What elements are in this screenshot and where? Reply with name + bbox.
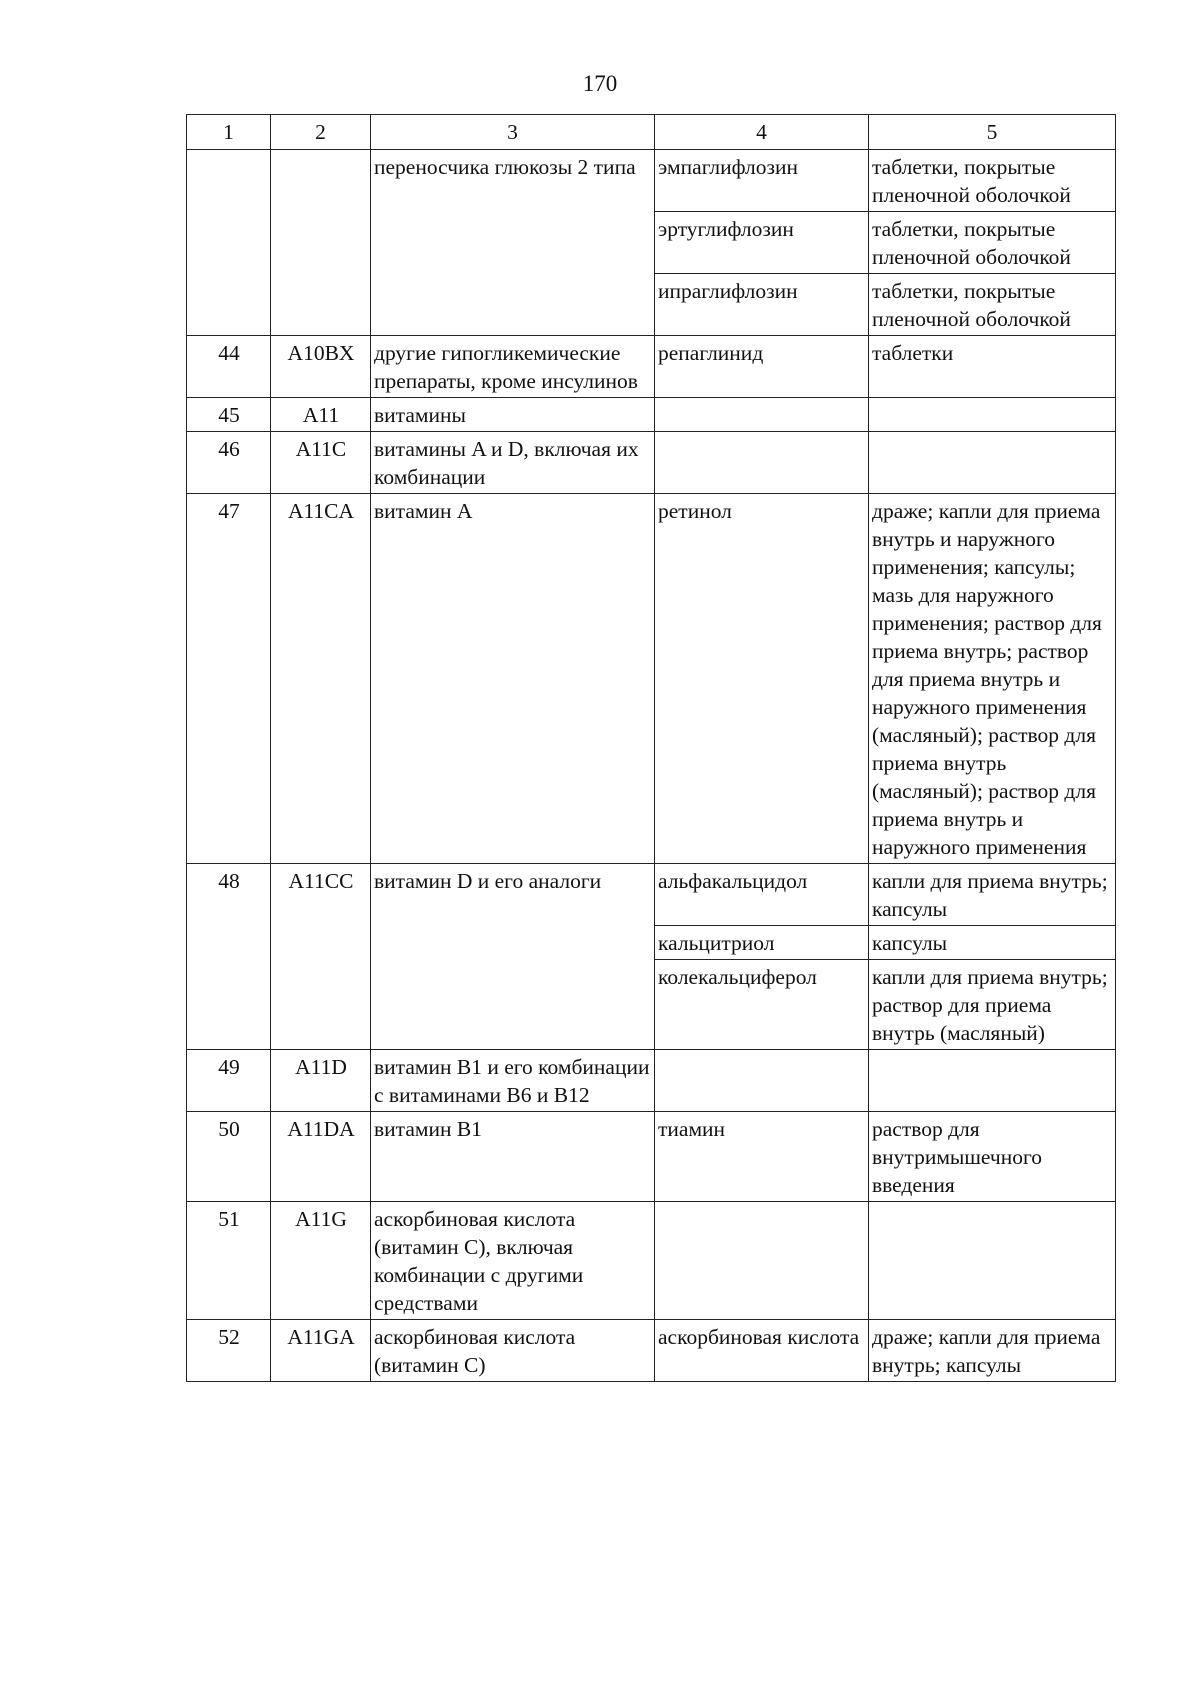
drug-name-cell: кальцитриол: [655, 926, 869, 960]
group-name-cell: аскорбиновая кислота (витамин C), включая комбинации с другими средствами: [371, 1202, 655, 1320]
atc-code-cell: A10BX: [271, 336, 371, 398]
table-body: [187, 150, 1116, 1382]
table-row: [187, 432, 1116, 494]
dosage-form-cell: драже; капли для приема внутрь; капсулы: [869, 1320, 1116, 1382]
drug-name-cell: ретинол: [655, 494, 869, 864]
atc-code-cell: A11G: [271, 1202, 371, 1320]
dosage-form-cell: капли для приема внутрь; раствор для приема внутрь (масляный): [869, 960, 1116, 1050]
dosage-form-cell: таблетки, покрытые пленочной оболочкой: [869, 150, 1116, 212]
row-number-cell: 51: [187, 1202, 271, 1320]
page-number: 170: [582, 71, 618, 96]
drug-name-cell: репаглинид: [655, 336, 869, 398]
dosage-form-cell: капли для приема внутрь; капсулы: [869, 864, 1116, 926]
dosage-form-cell: таблетки, покрытые пленочной оболочкой: [869, 274, 1116, 336]
column-header: 5: [869, 115, 1116, 150]
row-number-cell: 48: [187, 864, 271, 1050]
row-number-cell: 45: [187, 398, 271, 432]
group-name-cell: витамины A и D, включая их комбинации: [371, 432, 655, 494]
drug-name-cell: эртуглифлозин: [655, 212, 869, 274]
dosage-form-cell: [869, 398, 1116, 432]
row-number-cell: 52: [187, 1320, 271, 1382]
table-row: [187, 336, 1116, 398]
group-name-cell: витамин B1: [371, 1112, 655, 1202]
table-row: [187, 864, 1116, 926]
drug-table: [186, 114, 1116, 1382]
drug-name-cell: [655, 1202, 869, 1320]
atc-code-cell: [271, 150, 371, 336]
atc-code-cell: A11CC: [271, 864, 371, 1050]
table-row: [187, 1112, 1116, 1202]
dosage-form-cell: [869, 432, 1116, 494]
group-name-cell: переносчика глюкозы 2 типа: [371, 150, 655, 336]
atc-code-cell: A11GA: [271, 1320, 371, 1382]
dosage-form-cell: капсулы: [869, 926, 1116, 960]
drug-name-cell: [655, 1050, 869, 1112]
table-header-row: [187, 115, 1116, 150]
dosage-form-cell: таблетки, покрытые пленочной оболочкой: [869, 212, 1116, 274]
row-number-cell: 49: [187, 1050, 271, 1112]
column-header: 4: [655, 115, 869, 150]
row-number-cell: 50: [187, 1112, 271, 1202]
atc-code-cell: A11DA: [271, 1112, 371, 1202]
drug-name-cell: аскорбиновая кислота: [655, 1320, 869, 1382]
drug-name-cell: тиамин: [655, 1112, 869, 1202]
row-number-cell: 47: [187, 494, 271, 864]
drug-name-cell: эмпаглифлозин: [655, 150, 869, 212]
table-row: [187, 398, 1116, 432]
group-name-cell: аскорбиновая кислота (витамин C): [371, 1320, 655, 1382]
group-name-cell: другие гипогликемические препараты, кроме инсулинов: [371, 336, 655, 398]
drug-name-cell: [655, 432, 869, 494]
table-row: [187, 1202, 1116, 1320]
dosage-form-cell: раствор для внутримышечного введения: [869, 1112, 1116, 1202]
atc-code-cell: A11: [271, 398, 371, 432]
drug-name-cell: альфакальцидол: [655, 864, 869, 926]
atc-code-cell: A11D: [271, 1050, 371, 1112]
row-number-cell: 44: [187, 336, 271, 398]
table-row: [187, 1050, 1116, 1112]
column-header: 2: [271, 115, 371, 150]
table-row: [187, 150, 1116, 212]
column-header: 1: [187, 115, 271, 150]
table-row: [187, 1320, 1116, 1382]
dosage-form-cell: [869, 1202, 1116, 1320]
row-number-cell: [187, 150, 271, 336]
atc-code-cell: A11CA: [271, 494, 371, 864]
atc-code-cell: A11C: [271, 432, 371, 494]
drug-name-cell: ипраглифлозин: [655, 274, 869, 336]
group-name-cell: витамин A: [371, 494, 655, 864]
group-name-cell: витамины: [371, 398, 655, 432]
drug-name-cell: колекальциферол: [655, 960, 869, 1050]
dosage-form-cell: [869, 1050, 1116, 1112]
group-name-cell: витамин D и его аналоги: [371, 864, 655, 1050]
row-number-cell: 46: [187, 432, 271, 494]
group-name-cell: витамин B1 и его комбинации с витаминами B6 и B12: [371, 1050, 655, 1112]
dosage-form-cell: драже; капли для приема внутрь и наружного применения; капсулы; мазь для наружного применения; раствор для приема внутрь; раствор для приема внутрь и наружного применения (масляный); раствор для приема внутрь (масляный); раствор для приема внутрь и наружного применения: [869, 494, 1116, 864]
column-header: 3: [371, 115, 655, 150]
dosage-form-cell: таблетки: [869, 336, 1116, 398]
drug-name-cell: [655, 398, 869, 432]
table-row: [187, 494, 1116, 864]
